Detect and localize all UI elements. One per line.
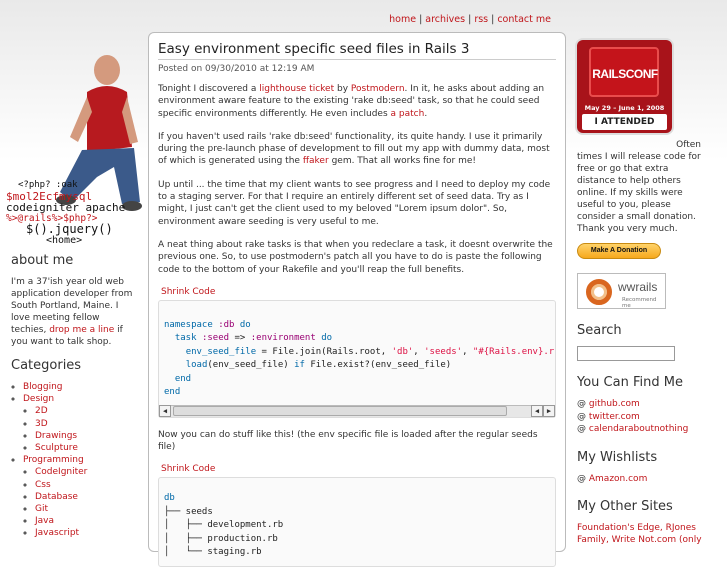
scroll-left-icon[interactable]: ◀: [159, 405, 171, 417]
at-prefix: @: [577, 473, 586, 484]
github-link[interactable]: github.com: [588, 399, 640, 409]
find-me-item: [577, 398, 722, 411]
category-item: [35, 466, 145, 478]
post-paragraph: A neat thing about rake tasks is that when you redeclare a task, it doesnt overwrite the previous one. So, to use postmodern's patch all you have to do is paste the following code to the bottom of your Rakefile and you'll reap the full benefits.: [158, 239, 553, 275]
find-me-item: [577, 423, 722, 436]
category-item: [35, 515, 145, 527]
nav-separator: |: [468, 14, 472, 25]
code-token: env_seed_file: [185, 346, 257, 357]
wishlist-item: [577, 473, 722, 486]
amazon-link[interactable]: Amazon.com: [588, 473, 648, 484]
code-line: [164, 319, 550, 333]
post-paragraph: [158, 83, 556, 120]
tag-line: $().jquery(): [26, 222, 113, 236]
railsconf-logo-text: RAILSCONF: [592, 67, 658, 81]
code-token: namespace: [164, 319, 213, 330]
ffaker-link[interactable]: ffaker: [302, 156, 329, 167]
scroll-right-icon[interactable]: ▶: [543, 405, 555, 417]
category-item: [23, 381, 145, 393]
post-paragraph: [158, 131, 556, 168]
wishlist-list: [577, 473, 722, 486]
nav-archives-link[interactable]: archives: [425, 14, 466, 25]
category-item: [35, 430, 145, 442]
about-text-part: if you want to talk shop.: [11, 325, 123, 347]
category-link-blogging[interactable]: Blogging: [23, 382, 63, 392]
code-token: "#{Rails.env}.r: [472, 346, 555, 357]
blog-post: [148, 32, 566, 558]
nav-home-link[interactable]: home: [389, 14, 417, 25]
nav-separator: |: [491, 14, 495, 25]
category-item: [35, 418, 145, 430]
railsconf-dates: May 29 – June 1, 2008: [584, 104, 665, 112]
wishlists-heading: My Wishlists: [577, 449, 658, 465]
search-input[interactable]: [577, 346, 675, 361]
code-line: │ ├── development.rb: [164, 520, 284, 531]
post-paragraph: Now you can do stuff like this! (the env specific file is loaded after the regular seeds file): [158, 429, 538, 453]
category-link-css[interactable]: Css: [35, 479, 51, 490]
working-with-rails-badge[interactable]: [577, 273, 666, 309]
code-token: task: [174, 333, 197, 344]
top-nav: [389, 14, 551, 25]
tag-line: <home>: [46, 235, 83, 246]
category-item: [35, 503, 145, 515]
wwr-subtext: Recommend me: [622, 297, 657, 309]
post-title: Easy environment specific seed files in Rails 3: [158, 41, 556, 60]
at-prefix: @: [577, 411, 586, 422]
wwr-logo-icon: [586, 279, 612, 305]
code-line: load(env_seed_file) if File.exist?(env_seed_file): [185, 360, 452, 371]
code-token: end: [174, 373, 192, 384]
tag-line: codeigniter apache: [6, 201, 126, 214]
category-item: [23, 454, 145, 539]
find-me-heading: You Can Find Me: [577, 375, 683, 390]
calendaraboutnothing-link[interactable]: calendaraboutnothing: [588, 424, 689, 434]
code-token: do: [239, 319, 251, 330]
donate-text: [577, 139, 701, 235]
category-link-java[interactable]: Java: [35, 516, 55, 527]
code-line: │ ├── production.rb: [164, 533, 278, 544]
about-heading: about me: [11, 253, 74, 268]
category-link-sculpture[interactable]: Sculpture: [35, 443, 78, 454]
nav-contact-link[interactable]: contact me: [497, 14, 551, 25]
code-line: task :seed => :environment do: [174, 333, 333, 344]
code-block: [158, 300, 556, 418]
categories-heading: Categories: [11, 358, 82, 373]
code-token: :db: [218, 319, 235, 330]
code-horizontal-scrollbar[interactable]: [159, 405, 555, 417]
text: by: [337, 84, 349, 94]
text: Tonight I discovered a: [158, 84, 257, 94]
text: gem. That all works fine for me!: [331, 156, 477, 167]
tag-line: $mol2Ecfmysql: [6, 190, 93, 203]
code-line: db: [164, 493, 175, 504]
railsconf-attended: I ATTENDED: [582, 114, 667, 130]
find-me-item: [577, 411, 722, 424]
category-link-2d[interactable]: 2D: [35, 406, 48, 417]
category-item: [35, 405, 145, 417]
patch-link[interactable]: a patch: [390, 108, 425, 119]
railsconf-badge[interactable]: [577, 40, 672, 133]
post-paragraph: Up until ... the time that my client wants to see progress and I need to deploy my code to a staging server. For that I require an entirely different set of seed data. Try as I might, I just can't get the client used to my beloved "Lorem ipsum dolor". So, environment aware seeding is very useful to me.: [158, 179, 551, 227]
code-line: env_seed_file = File.join(Rails.root, 'db', 'seeds', "#{Rails.env}.r: [185, 346, 555, 357]
code-line: │ └── staging.rb: [164, 547, 262, 558]
code-token: :environment: [250, 333, 316, 344]
donate-text-first: Often: [676, 140, 701, 150]
code-token: end: [164, 387, 181, 398]
donate-text-body: times I will release code for free or go that extra distance to help others online. If my skills were useful to you, please consider a small donation. Thank you very much.: [577, 152, 701, 234]
find-me-list: [577, 398, 722, 436]
about-text: [11, 276, 134, 348]
category-link-javascript[interactable]: Javascript: [35, 528, 80, 539]
code-token: if: [294, 360, 305, 371]
category-item: [35, 527, 145, 539]
code-token: :seed: [201, 333, 230, 344]
shrink-code-link[interactable]: Shrink Code: [161, 464, 216, 475]
code-block: [158, 477, 556, 567]
code-token: 'db': [391, 346, 414, 357]
category-item: [23, 393, 145, 454]
category-link-database[interactable]: Database: [35, 491, 78, 502]
donate-button[interactable]: Make A Donation: [577, 243, 661, 259]
post-meta: Posted on 09/30/2010 at 12:19 AM: [158, 64, 315, 74]
category-list: [23, 381, 145, 540]
category-link-3d[interactable]: 3D: [35, 418, 48, 429]
contact-link[interactable]: drop me a line: [49, 325, 115, 335]
category-link-programming[interactable]: Programming: [23, 455, 84, 466]
search-heading: Search: [577, 323, 622, 338]
tag-line: %>@rails%>$php?>: [6, 213, 98, 224]
text: If you haven't used rails 'rake db:seed' functionality, its quite handy. I use it primarily during the pre-launch phase of development to fill out my app with dummy data, most of which is generated using the: [158, 131, 550, 167]
other-sites-heading: My Other Sites: [577, 499, 673, 514]
text: . In it, he asks about adding an environment aware feature to the existing 'rake db:seed' task, so that he could seed specific environments differently. He even includes: [158, 84, 545, 119]
code-line: [164, 373, 550, 387]
left-column: [0, 40, 145, 540]
category-link-drawings[interactable]: Drawings: [35, 430, 78, 441]
twitter-link[interactable]: twitter.com: [588, 411, 640, 422]
scroll-track[interactable]: [171, 406, 531, 416]
code-token: 'seeds': [424, 346, 463, 357]
code-line: [164, 386, 550, 400]
category-link-codeigniter[interactable]: CodeIgniter: [35, 467, 88, 478]
code-token: do: [321, 333, 333, 344]
postmodern-link[interactable]: Postmodern: [350, 84, 405, 94]
author-hero: [0, 40, 145, 245]
about-text-part: I'm a 37'ish year old web application developer from South Portland, Maine. I love meeting fellow techies,: [11, 277, 133, 335]
category-link-git[interactable]: Git: [35, 504, 49, 515]
scroll-left-icon[interactable]: ◀: [531, 405, 543, 417]
category-item: [35, 442, 145, 454]
category-item: [35, 491, 145, 503]
text: .: [424, 108, 428, 119]
category-item: [35, 479, 145, 491]
subcategory-list: [35, 405, 145, 454]
tech-tag-cloud: [6, 180, 144, 246]
subcategory-list: [35, 466, 145, 539]
right-sidebar: [577, 40, 722, 546]
at-prefix: @: [577, 399, 586, 409]
category-link-design[interactable]: Design: [23, 394, 55, 405]
at-prefix: @: [577, 424, 586, 434]
code-token: load: [185, 360, 208, 371]
code-line: ├── seeds: [164, 506, 213, 517]
nav-rss-link[interactable]: rss: [474, 14, 489, 25]
wwr-logo-text: wwrails: [618, 280, 658, 294]
tag-line: <?php? :oak: [18, 180, 78, 190]
shrink-code-link[interactable]: Shrink Code: [161, 286, 216, 297]
scroll-thumb[interactable]: [173, 406, 507, 416]
nav-separator: |: [419, 14, 423, 25]
lighthouse-ticket-link[interactable]: lighthouse ticket: [259, 84, 335, 94]
other-sites-links[interactable]: Foundation's Edge, RJones Family, Write Not.com (only: [577, 523, 702, 545]
